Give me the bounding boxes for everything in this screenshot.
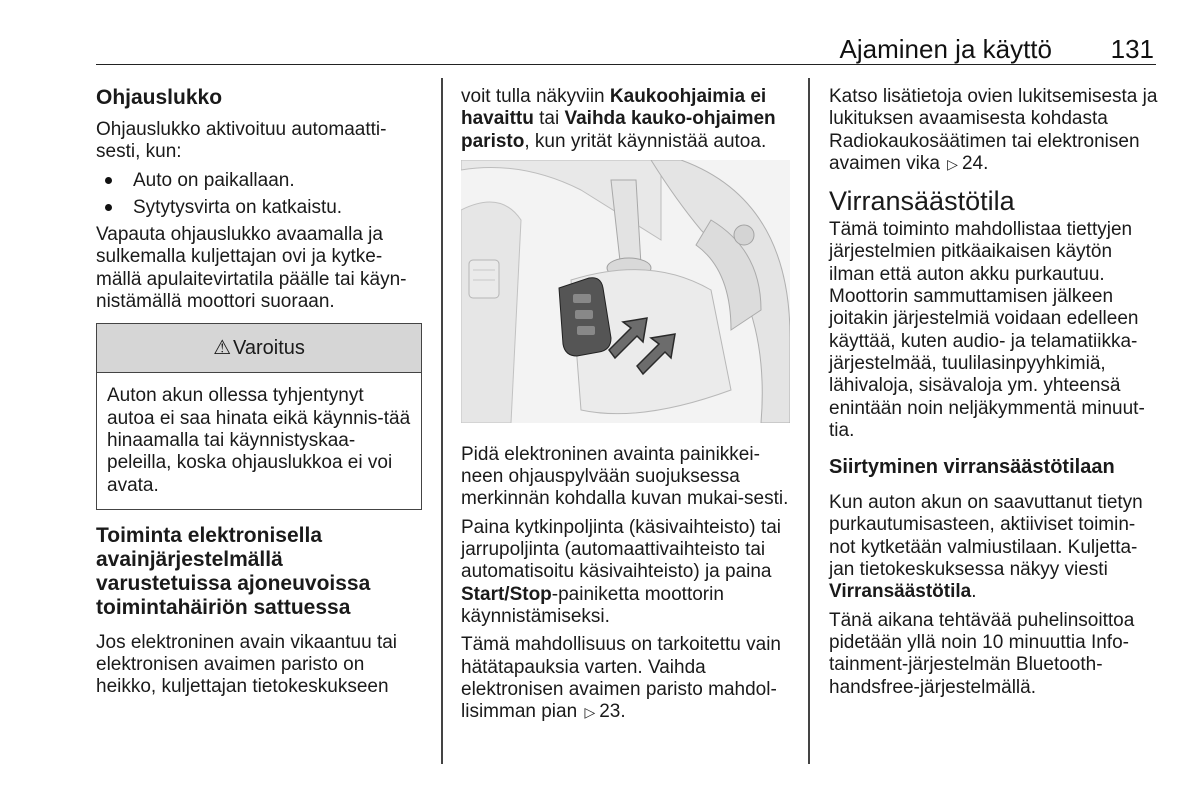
paragraph: Jos elektroninen avain vikaantuu tai elektronisen avaimen paristo on heikko, kuljettajan tietokeskukseen: [96, 631, 398, 698]
warning-triangle-icon: ⚠: [213, 337, 232, 360]
bullet-icon: [105, 177, 112, 184]
paragraph: Tämä toiminto mahdollistaa tiettyjen järjestelmien pitkäaikaisen käytön ilman että auton akku purkautuu. Moottorin sammuttamisen jälkeen joitakin järjestelmiä voidaan edelleen käyttää, kuten audio- ja telamatiikka-järjestelmää, tuulilasinpyyhkimiä, lähivaloja, sisävaloja ym. yhteensä enintään noin neljäkymmentä minuut-tia.: [829, 219, 1145, 441]
middle-column: [461, 86, 791, 729]
message-text: Vaihda kauko-ohjaimen paristo: [461, 108, 776, 152]
page-reference: 24: [961, 152, 984, 174]
paragraph: Katso lisätietoja ovien lukitsemisesta ja lukituksen avaamisesta kohdasta Radiokaukosäätimen tai elektronisen avaimen vika ▷ 24.: [829, 86, 1158, 174]
paragraph: voit tulla näkyviin Kaukoohjaimia ei havaittu tai Vaihda kauko-ohjaimen paristo, kun yrität käynnistää autoa.: [461, 86, 776, 152]
section-title: Ajaminen ja käyttö: [839, 34, 1052, 64]
warning-title: ⚠ Varoitus: [97, 324, 421, 373]
page-header: [96, 26, 1156, 65]
reference-arrow-icon: ▷: [584, 704, 596, 721]
list-item: Sytytysvirta on katkaistu.: [96, 197, 422, 219]
page-reference: 23: [599, 701, 621, 723]
reference-arrow-icon: ▷: [947, 155, 958, 172]
left-column: [96, 86, 422, 705]
paragraph: Pidä elektroninen avainta painikkei-neen ohjauspylvään suojuksessa merkinnän kohdalla kuvan mukai-sesti.: [461, 443, 789, 510]
button-label-text: Start/Stop: [461, 583, 552, 605]
list-item: Auto on paikallaan.: [96, 170, 422, 192]
steering-column-illustration: [461, 160, 790, 423]
column-divider-left: [441, 78, 443, 764]
heading-virransaastotila: Virransäästötila: [829, 186, 1015, 217]
paragraph: Vapauta ohjauslukko avaamalla ja sulkemalla kuljettajan ovi ja kytke-mällä apulaitevirtatila päälle tai käyn-nistämällä moottori suoraan.: [96, 224, 407, 313]
right-column: [829, 86, 1159, 705]
paragraph: Tänä aikana tehtävää puhelinsoittoa pidetään yllä noin 10 minuuttia Info-tainment-järjestelmän Bluetooth-handsfree-järjestelmällä.: [829, 609, 1135, 698]
heading-toiminta: Toiminta elektronisella avainjärjestelmällä varustetuissa ajoneuvoissa toimintahäiriön sattuessa: [96, 523, 371, 619]
illustration-svg: [461, 160, 790, 423]
warning-box: [96, 323, 422, 509]
paragraph: Ohjauslukko aktivoituu automaatti-sesti, kun:: [96, 119, 387, 163]
message-text: Kaukoohjaimia ei havaittu: [461, 86, 767, 130]
heading-siirtyminen: Siirtyminen virransäästötilaan: [829, 456, 1115, 479]
bullet-icon: [105, 204, 112, 211]
paragraph: Tämä mahdollisuus on tarkoitettu vain hätätapauksia varten. Vaihda elektronisen avaimen paristo mahdol-lisimman pian ▷ 23.: [461, 634, 781, 723]
page-number: 131: [1110, 34, 1154, 64]
message-text: Virransäästötila: [829, 581, 972, 603]
column-divider-right: [808, 78, 810, 764]
paragraph: Paina kytkinpoljinta (käsivaihteisto) tai jarrupoljinta (automaattivaihteisto tai automatisoitu käsivaihteisto) ja paina Start/Stop-painiketta moottorin käynnistämiseksi.: [461, 516, 781, 627]
warning-body: Auton akun ollessa tyhjentynyt autoa ei saa hinata eikä käynnis-tää hinaamalla tai käynnistyskaa-peleilla, koska ohjauslukkoa ei voi avata.: [107, 385, 411, 496]
bullet-list: [96, 170, 422, 220]
heading-ohjauslukko: Ohjauslukko: [96, 86, 223, 109]
paragraph: Kun auton akun on saavuttanut tietyn purkautumisasteen, aktiiviset toimin-not kytketään valmiustilaan. Kuljetta-jan tietokeskuksessa näkyy viesti Virransäästötila.: [829, 492, 1143, 603]
